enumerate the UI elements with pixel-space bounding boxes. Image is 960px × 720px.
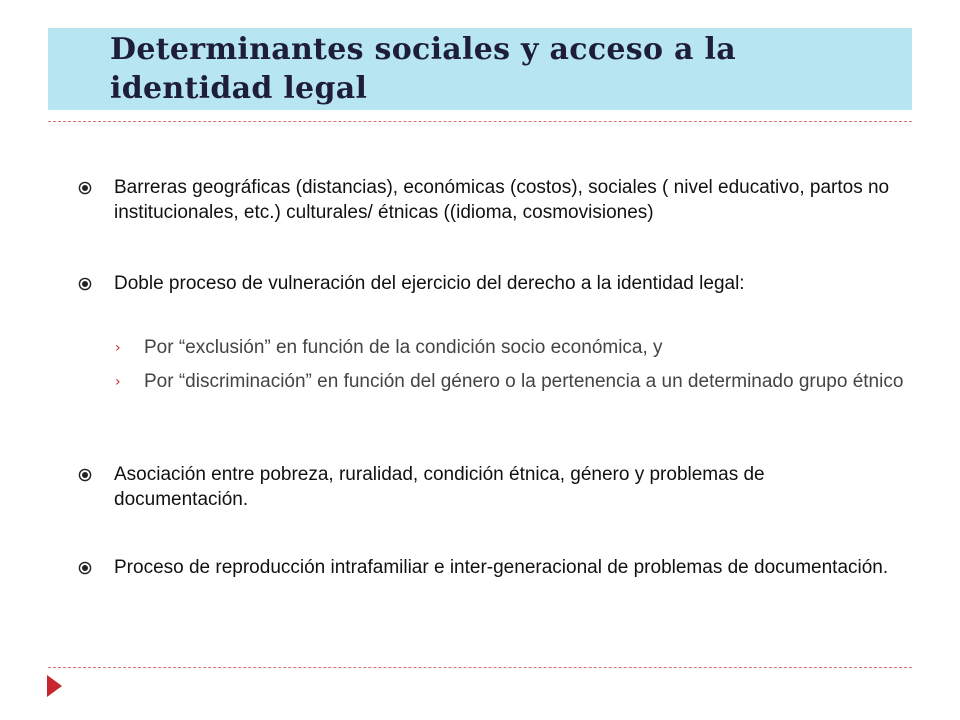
bullet-item: Barreras geográficas (distancias), económicas (costos), sociales ( nivel educativo, partos no institucionales, etc.) culturales/ étnicas ((idioma, cosmovisiones) [114, 177, 890, 223]
slide-title-line-1: Determinantes sociales y acceso a la [110, 32, 736, 67]
bullet-item: Proceso de reproducción intrafamiliar e inter-generacional de problemas de documentación. [114, 557, 889, 578]
chevron-right-icon: › [115, 340, 121, 356]
slide-title-line-2: identidad legal [110, 71, 368, 106]
sub-bullet-item: Por “exclusión” en función de la condición socio económica, y [144, 337, 663, 358]
circled-dot-icon [78, 561, 92, 575]
bullet-item: Doble proceso de vulneración del ejercicio del derecho a la identidad legal: [114, 273, 745, 294]
circled-dot-icon [78, 277, 92, 291]
chevron-right-icon: › [115, 374, 121, 390]
circled-dot-icon [78, 468, 92, 482]
bullet-item: Asociación entre pobreza, ruralidad, condición étnica, género y problemas de documentación. [114, 464, 765, 510]
circled-dot-icon [78, 181, 92, 195]
bottom-divider [48, 667, 912, 668]
triangle-right-icon[interactable] [47, 675, 62, 697]
sub-bullet-item: Por “discriminación” en función del género o la pertenencia a un determinado grupo étnico [144, 371, 904, 392]
